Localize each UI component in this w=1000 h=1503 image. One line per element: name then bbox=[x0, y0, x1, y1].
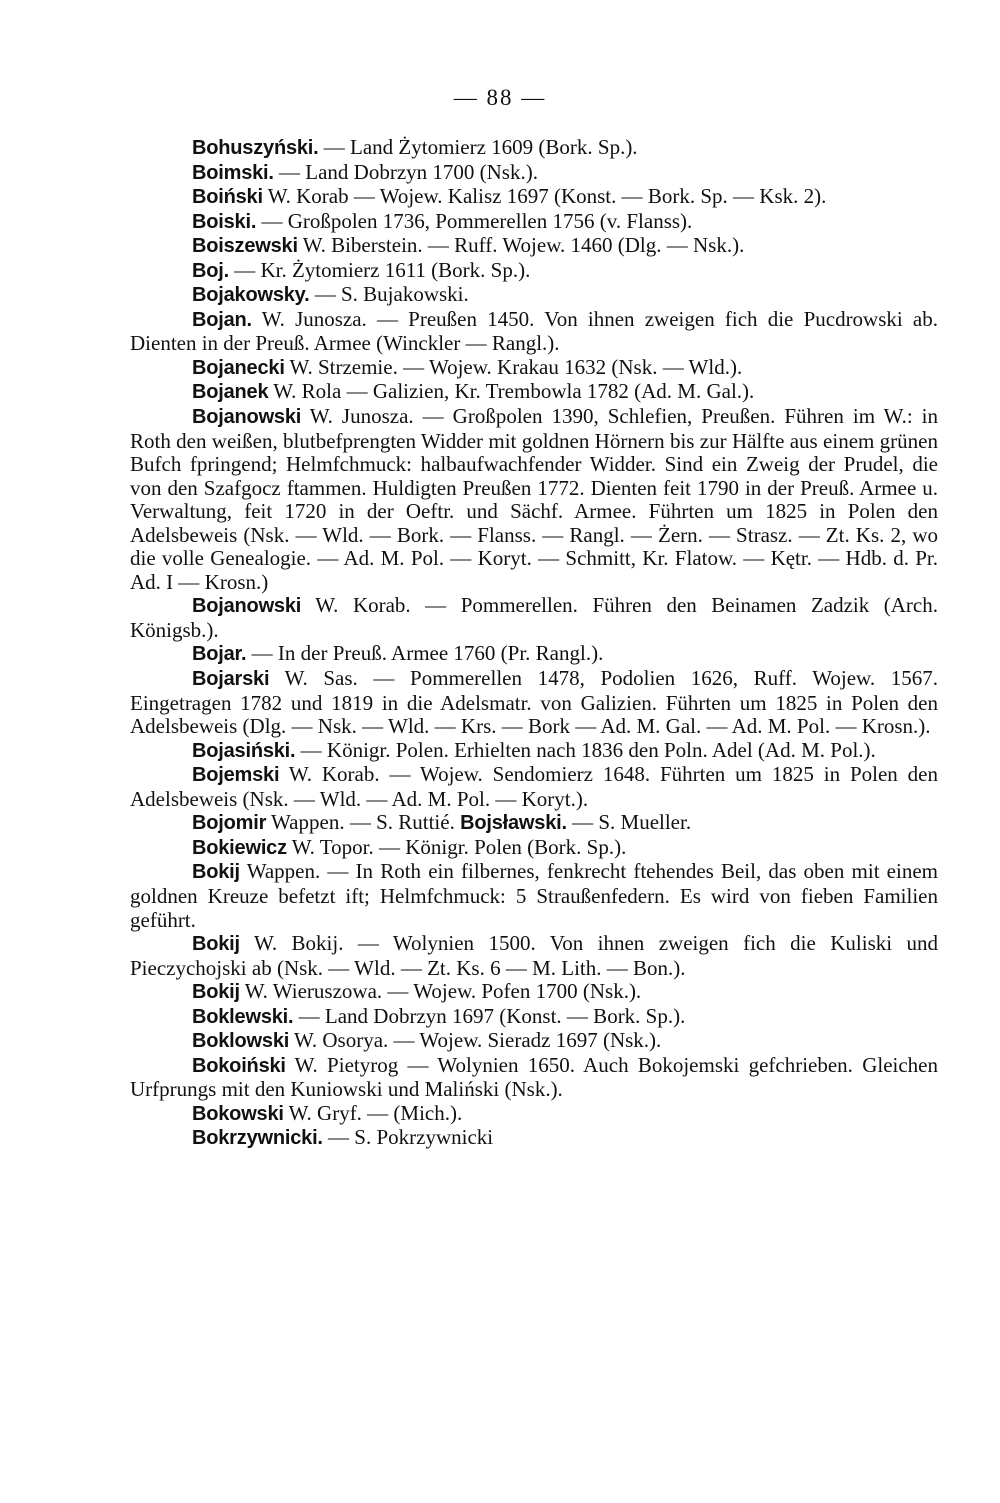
entry-headword: Bojar. bbox=[192, 643, 247, 666]
entry bbox=[130, 932, 938, 980]
entry bbox=[130, 811, 938, 836]
entry-text: Wappen. — S. Ruttié. bbox=[266, 810, 461, 835]
entry bbox=[130, 836, 938, 861]
entry-headword: Boimski. bbox=[192, 161, 274, 184]
entry-text: W. Korab. — Pommerellen. Führen den Beinamen Zadzik (Arch. Königsb.). bbox=[130, 593, 938, 642]
entry-text: W. Biberstein. — Ruff. Wojew. 1460 (Dlg. — Nsk.). bbox=[297, 233, 745, 258]
entry-text: — S. Mueller. bbox=[566, 810, 692, 835]
entry-text: W. Pietyrog — Wolynien 1650. Auch Bokojemski gefchrieben. Gleichen Urfprungs mit den Kuniowski und Maliński (Nsk.). bbox=[130, 1052, 938, 1102]
entry-headword: Boiński bbox=[192, 186, 263, 209]
entry bbox=[130, 1005, 938, 1030]
entry bbox=[130, 642, 938, 667]
entry-text: — Kr. Żytomierz 1611 (Bork. Sp.). bbox=[228, 257, 531, 282]
entry bbox=[130, 380, 938, 405]
entry-headword: Bokij bbox=[192, 981, 240, 1004]
entry-text: W. Topor. — Königr. Polen (Bork. Sp.). bbox=[286, 834, 627, 859]
entry-text: — In der Preuß. Armee 1760 (Pr. Rangl.). bbox=[246, 641, 604, 666]
entry bbox=[130, 739, 938, 764]
entry-headword: Bojanek bbox=[192, 381, 269, 404]
entry-headword: Bojasiński. bbox=[192, 739, 296, 762]
entry bbox=[130, 1029, 938, 1054]
entry-text: W. Korab — Wojew. Kalisz 1697 (Konst. — Bork. Sp. — Ksk. 2). bbox=[262, 184, 827, 209]
entry bbox=[130, 1054, 938, 1102]
entry bbox=[130, 283, 938, 308]
entry bbox=[130, 405, 938, 594]
entry-text: — S. Bujakowski. bbox=[309, 282, 469, 307]
entry-text: — Großpolen 1736, Pommerellen 1756 (v. Flanss). bbox=[256, 208, 693, 233]
entry-text: W. Junosza. — Großpolen 1390, Schlefien, Preußen. Führen im W.: in Roth den weißen, blutbefprengten Widder mit goldnen Hörnern bis zur Hälfte aus einem grünen Bufch fpringend; Helmfchmuck: halbaufwachfender Widder. Sind ein Zweig der Prudel, die von den Szafgocz ftammen. Huldigten Preußen 1772. Dienten feit 1790 in der Preuß. Armee u. Verwaltung, feit 1720 in der Oeftr. und Sächf. Armee. Führten um 1825 in Polen den Adelsbeweis (Nsk. — Wld. — Bork. — Flanss. — Rangl. — Żern. — Strasz. — Zt. Ks. 2, wo die volle Genealogie. — Ad. M. Pol. — Koryt. — Schmitt, Kr. Flatow. — Kętr. — Hdb. d. Pr. Ad. I — Krosn.) bbox=[130, 404, 938, 594]
entry-headword: Bokij bbox=[192, 861, 240, 884]
entry-text: W. Sas. — Pommerellen 1478, Podolien 1626, Ruff. Wojew. 1567. Eingetragen 1782 und 1819 in die Adelsmatr. von Galizien. Führten um 1825 in Polen den Adelsbeweis (Dlg. — Nsk. — Wld. — Krs. — Bork — Ad. M. Gal. — Ad. M. Pol. — Krosn.). bbox=[130, 666, 938, 739]
entry-headword: Bojanowski bbox=[192, 595, 302, 618]
entry-headword: Bojsławski. bbox=[460, 812, 567, 835]
entry-text: W. Osorya. — Wojew. Sieradz 1697 (Nsk.). bbox=[289, 1028, 662, 1053]
entry-headword: Bojemski bbox=[192, 764, 280, 787]
page-number: — 88 — bbox=[453, 85, 547, 110]
entry bbox=[130, 763, 938, 811]
entry-headword: Bokij bbox=[192, 933, 240, 956]
entry-text: W. Junosza. — Preußen 1450. Von ihnen zweigen fich die Pucdrowski ab. Dienten in der Preuß. Armee (Winckler — Rangl.). bbox=[130, 306, 938, 356]
entry-text: W. Rola — Galizien, Kr. Trembowla 1782 (Ad. M. Gal.). bbox=[268, 379, 755, 404]
entry bbox=[130, 594, 938, 642]
entry-text: — Land Dobrzyn 1697 (Konst. — Bork. Sp.). bbox=[293, 1003, 686, 1028]
entry bbox=[130, 667, 938, 739]
entry bbox=[130, 980, 938, 1005]
entry bbox=[130, 860, 938, 932]
entry bbox=[130, 161, 938, 186]
entry bbox=[130, 136, 938, 161]
entry-headword: Bojarski bbox=[192, 668, 270, 691]
entry-text: — Königr. Polen. Erhielten nach 1836 den Poln. Adel (Ad. M. Pol.). bbox=[295, 737, 876, 762]
entry-headword: Bojanowski bbox=[192, 406, 302, 429]
entry-headword: Boiski. bbox=[192, 210, 257, 233]
entry-headword: Boklowski bbox=[192, 1030, 290, 1053]
entry-text: W. Bokij. — Wolynien 1500. Von ihnen zweigen fich die Kuliski und Pieczychojski ab (Nsk. — Wld. — Zt. Ks. 6 — M. Lith. — Bon.). bbox=[130, 931, 938, 980]
entries-list bbox=[130, 136, 938, 1151]
entry-headword: Boiszewski bbox=[192, 235, 298, 258]
entry bbox=[130, 185, 938, 210]
entry-headword: Bojakowsky. bbox=[192, 284, 310, 307]
entry-text: W. Gryf. — (Mich.). bbox=[283, 1100, 463, 1125]
entry-text: W. Strzemie. — Wojew. Krakau 1632 (Nsk. — Wld.). bbox=[284, 354, 743, 379]
entry bbox=[130, 1126, 938, 1151]
entry-text: — S. Pokrzywnicki bbox=[322, 1125, 494, 1150]
entry-text: Wappen. — In Roth ein filbernes, fenkrecht ftehendes Beil, das oben mit einem goldnen Kreuze befetzt ift; Helmfchmuck: 5 Straußenfedern. Es wird von fieben Familien geführt. bbox=[130, 859, 938, 932]
entry-text: — Land Dobrzyn 1700 (Nsk.). bbox=[273, 159, 538, 184]
entry-headword: Bokoiński bbox=[192, 1054, 286, 1077]
entry bbox=[130, 1102, 938, 1127]
entry-headword: Boj. bbox=[192, 259, 229, 282]
entry-headword: Bokrzywnicki. bbox=[192, 1127, 323, 1150]
entry-headword: Bokowski bbox=[192, 1102, 284, 1125]
entry bbox=[130, 234, 938, 259]
entry-headword: Boklewski. bbox=[192, 1005, 294, 1028]
entry bbox=[130, 210, 938, 235]
entry-headword: Bojomir bbox=[192, 812, 267, 835]
entry bbox=[130, 356, 938, 381]
entry-text: W. Korab. — Wojew. Sendomierz 1648. Führten um 1825 in Polen den Adelsbeweis (Nsk. — Wld. — Ad. M. Pol. — Koryt.). bbox=[130, 762, 938, 811]
entry bbox=[130, 259, 938, 284]
entry-headword: Bohuszyński. bbox=[192, 137, 319, 159]
entry-headword: Bojan. bbox=[192, 308, 252, 331]
entry-headword: Bokiewicz bbox=[192, 836, 287, 859]
entry-headword: Bojanecki bbox=[192, 356, 285, 379]
entry-text: — Land Żytomierz 1609 (Bork. Sp.). bbox=[318, 135, 638, 159]
entry bbox=[130, 308, 938, 356]
entry-text: W. Wieruszowa. — Wojew. Pofen 1700 (Nsk.). bbox=[239, 979, 642, 1004]
